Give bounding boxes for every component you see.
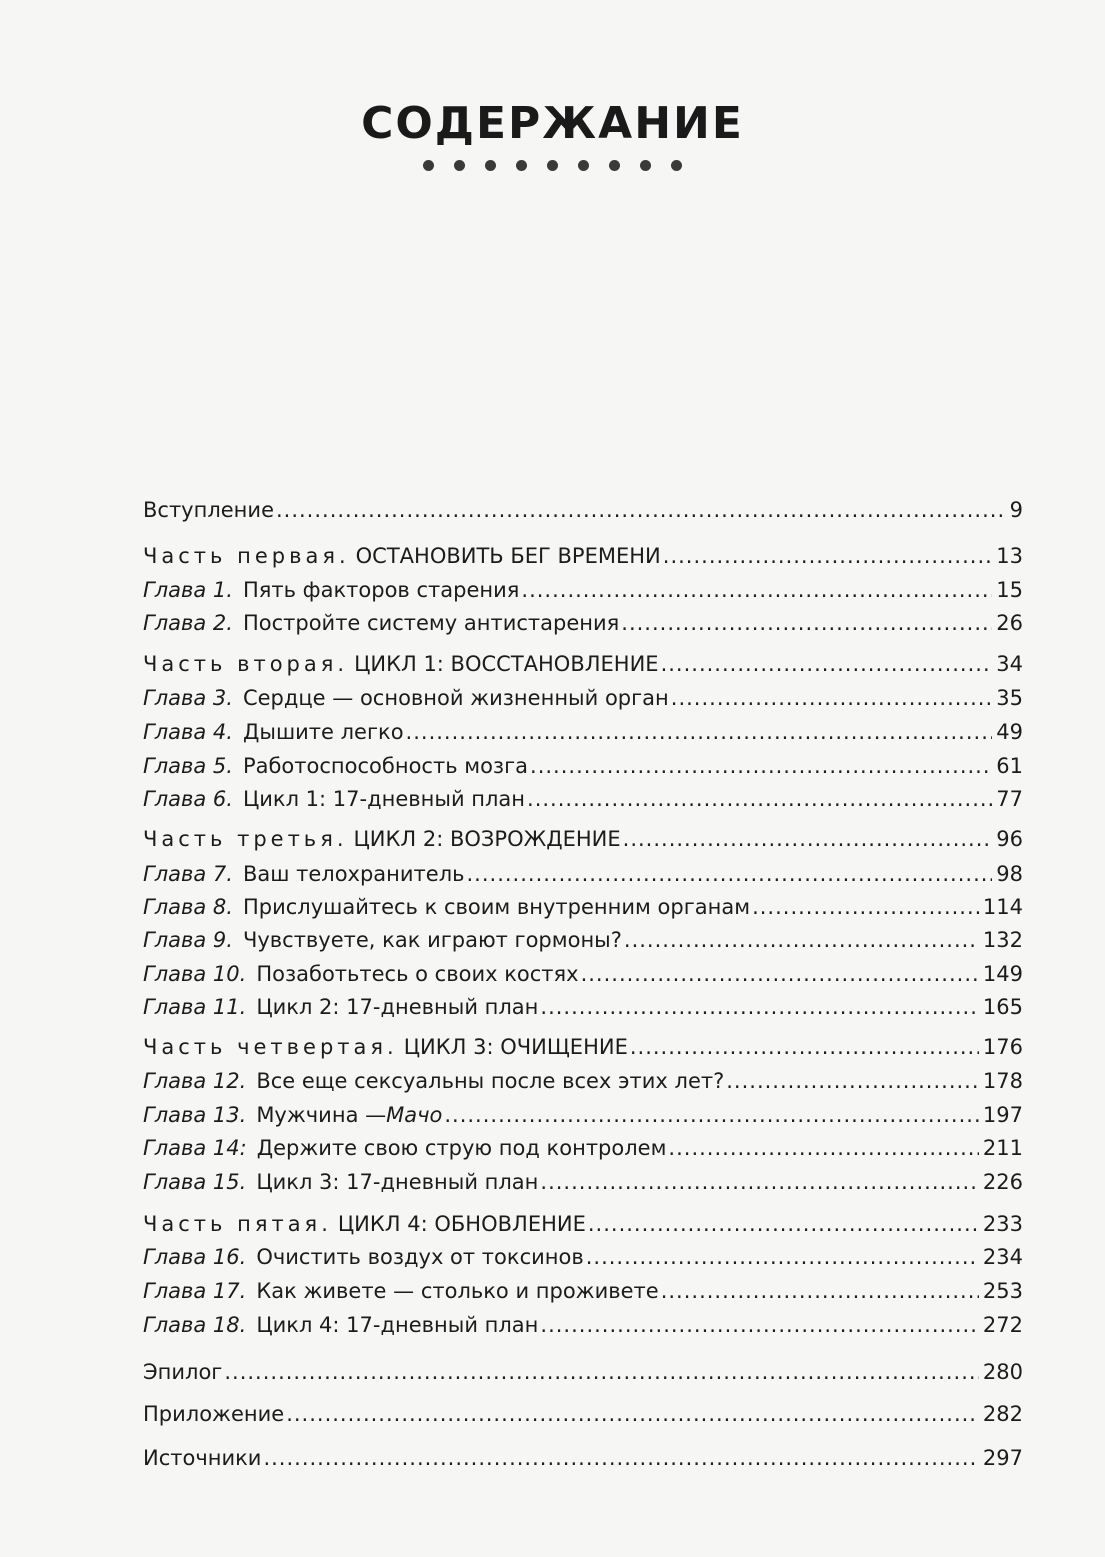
entry-title: ОСТАНОВИТЬ БЕГ ВРЕМЕНИ bbox=[355, 544, 661, 568]
page-number: 234 bbox=[982, 1245, 1023, 1269]
chapter-number: Глава 13. bbox=[143, 1103, 247, 1127]
dot-leader bbox=[286, 1400, 979, 1428]
dot-leader bbox=[661, 1277, 979, 1305]
ornament-dot bbox=[547, 160, 558, 171]
toc-entry-part bbox=[143, 650, 1023, 678]
dot-leader bbox=[263, 1444, 978, 1472]
toc-entry-chapter bbox=[143, 1243, 1023, 1271]
page-number: 197 bbox=[982, 1103, 1023, 1127]
page-number: 96 bbox=[996, 827, 1023, 851]
toc-entry-chapter bbox=[143, 926, 1023, 954]
chapter-number: Глава 8. bbox=[143, 895, 233, 919]
dot-leader bbox=[621, 609, 992, 637]
toc-entry-part bbox=[143, 542, 1023, 570]
page-number: 15 bbox=[996, 578, 1023, 602]
entry-title: Пять факторов старения bbox=[242, 578, 520, 602]
page-number: 297 bbox=[982, 1446, 1023, 1470]
toc-entry-chapter bbox=[143, 860, 1023, 888]
page-number: 178 bbox=[982, 1069, 1023, 1093]
entry-title-italic: Мачо bbox=[386, 1103, 443, 1127]
ornament-dot bbox=[516, 160, 527, 171]
toc-entry-part bbox=[143, 825, 1023, 853]
entry-title: ЦИКЛ 1: ВОССТАНОВЛЕНИЕ bbox=[354, 652, 659, 676]
toc-entry-chapter bbox=[143, 960, 1023, 988]
entry-title: Чувствуете, как играют гормоны? bbox=[242, 928, 622, 952]
ornament-dot bbox=[609, 160, 620, 171]
chapter-number: Глава 16. bbox=[143, 1245, 247, 1269]
entry-title: ЦИКЛ 4: ОБНОВЛЕНИЕ bbox=[337, 1212, 586, 1236]
entry-title: Цикл 2: 17-дневный план bbox=[256, 995, 539, 1019]
dot-leader bbox=[540, 1168, 979, 1196]
toc-entry-chapter bbox=[143, 1311, 1023, 1339]
page-number: 49 bbox=[996, 720, 1023, 744]
part-number: Часть первая. bbox=[143, 544, 350, 568]
toc-entry-chapter bbox=[143, 1101, 1023, 1129]
toc-entry-part bbox=[143, 1033, 1023, 1061]
chapter-number: Глава 10. bbox=[143, 962, 247, 986]
chapter-number: Глава 5. bbox=[143, 754, 233, 778]
entry-title: Цикл 4: 17-дневный план bbox=[256, 1313, 539, 1337]
page-number: 176 bbox=[982, 1035, 1023, 1059]
dot-leader bbox=[276, 496, 1006, 524]
part-number: Часть третья. bbox=[143, 827, 348, 851]
page-number: 233 bbox=[982, 1212, 1023, 1236]
entry-title: Ваш телохранитель bbox=[242, 862, 465, 886]
page-number: 35 bbox=[996, 686, 1023, 710]
chapter-number: Глава 14: bbox=[143, 1136, 247, 1160]
dot-leader bbox=[444, 1101, 979, 1129]
toc-entry-chapter bbox=[143, 785, 1023, 813]
toc-entry-chapter bbox=[143, 752, 1023, 780]
toc-entry-section bbox=[143, 1358, 1023, 1386]
dot-leader bbox=[530, 752, 992, 780]
chapter-number: Глава 3. bbox=[143, 686, 233, 710]
entry-title: Цикл 3: 17-дневный план bbox=[256, 1170, 539, 1194]
entry-title: Держите свою струю под контролем bbox=[256, 1136, 667, 1160]
chapter-number: Глава 15. bbox=[143, 1170, 247, 1194]
dot-leader bbox=[581, 960, 979, 988]
dot-leader bbox=[623, 825, 993, 853]
toc-entry-part bbox=[143, 1210, 1023, 1238]
entry-title: Позаботьтесь о своих костях bbox=[256, 962, 579, 986]
dot-leader bbox=[521, 576, 992, 604]
page-number: 282 bbox=[982, 1402, 1023, 1426]
page-number: 9 bbox=[1009, 498, 1023, 522]
entry-title: Сердце — основной жизненный орган bbox=[242, 686, 669, 710]
ornament-dot bbox=[423, 160, 434, 171]
page-number: 114 bbox=[982, 895, 1023, 919]
dot-leader bbox=[726, 1067, 979, 1095]
dot-leader bbox=[467, 860, 993, 888]
ornament-dot bbox=[640, 160, 651, 171]
part-number: Часть четвертая. bbox=[143, 1035, 398, 1059]
chapter-number: Глава 1. bbox=[143, 578, 233, 602]
entry-title: Работоспособность мозга bbox=[242, 754, 529, 778]
toc-entry-chapter bbox=[143, 609, 1023, 637]
entry-title: Источники bbox=[143, 1446, 262, 1470]
chapter-number: Глава 4. bbox=[143, 720, 233, 744]
entry-title: Прислушайтесь к своим внутренним органам bbox=[242, 895, 751, 919]
page-number: 211 bbox=[982, 1136, 1023, 1160]
toc-entry-section bbox=[143, 1400, 1023, 1428]
title-ornament bbox=[0, 160, 1105, 171]
entry-title: Очистить воздух от токсинов bbox=[256, 1245, 584, 1269]
chapter-number: Глава 7. bbox=[143, 862, 233, 886]
dot-leader bbox=[540, 1311, 979, 1339]
entry-title: Мужчина — bbox=[256, 1103, 387, 1127]
page-number: 149 bbox=[982, 962, 1023, 986]
page-title: СОДЕРЖАНИЕ bbox=[361, 98, 744, 149]
dot-leader bbox=[624, 926, 979, 954]
page-number: 253 bbox=[982, 1279, 1023, 1303]
toc-entry-chapter bbox=[143, 1134, 1023, 1162]
page-number: 132 bbox=[982, 928, 1023, 952]
dot-leader bbox=[661, 650, 993, 678]
dot-leader bbox=[588, 1210, 979, 1238]
entry-title: Цикл 1: 17-дневный план bbox=[242, 787, 526, 811]
entry-title: Приложение bbox=[143, 1402, 285, 1426]
toc-entry-chapter bbox=[143, 893, 1023, 921]
entry-title: Все еще сексуальны после всех этих лет? bbox=[256, 1069, 725, 1093]
entry-title: Как живете — столько и проживете bbox=[256, 1279, 659, 1303]
entry-title: Дышите легко bbox=[242, 720, 404, 744]
ornament-dot bbox=[578, 160, 589, 171]
dot-leader bbox=[668, 1134, 978, 1162]
page-number: 280 bbox=[982, 1360, 1023, 1384]
chapter-number: Глава 12. bbox=[143, 1069, 247, 1093]
dot-leader bbox=[752, 893, 979, 921]
page-number: 61 bbox=[996, 754, 1023, 778]
entry-title: Постройте систему антистарения bbox=[242, 611, 620, 635]
entry-title: Вступление bbox=[143, 498, 274, 522]
dot-leader bbox=[663, 542, 993, 570]
page-number: 98 bbox=[996, 862, 1023, 886]
toc-entry-section bbox=[143, 496, 1023, 524]
dot-leader bbox=[630, 1033, 979, 1061]
ornament-dot bbox=[671, 160, 682, 171]
chapter-number: Глава 11. bbox=[143, 995, 247, 1019]
toc-entry-chapter bbox=[143, 1067, 1023, 1095]
entry-title: Эпилог bbox=[143, 1360, 223, 1384]
page-number: 272 bbox=[982, 1313, 1023, 1337]
chapter-number: Глава 9. bbox=[143, 928, 233, 952]
chapter-number: Глава 6. bbox=[143, 787, 233, 811]
page-number: 77 bbox=[996, 787, 1023, 811]
dot-leader bbox=[406, 718, 993, 746]
toc-entry-chapter bbox=[143, 576, 1023, 604]
dot-leader bbox=[224, 1358, 979, 1386]
ornament-dot bbox=[454, 160, 465, 171]
page-number: 13 bbox=[996, 544, 1023, 568]
page-number: 165 bbox=[982, 995, 1023, 1019]
dot-leader bbox=[671, 684, 993, 712]
page-number: 34 bbox=[996, 652, 1023, 676]
toc-entry-section bbox=[143, 1444, 1023, 1472]
toc-entry-chapter bbox=[143, 684, 1023, 712]
dot-leader bbox=[527, 785, 992, 813]
chapter-number: Глава 18. bbox=[143, 1313, 247, 1337]
chapter-number: Глава 2. bbox=[143, 611, 233, 635]
entry-title: ЦИКЛ 2: ВОЗРОЖДЕНИЕ bbox=[353, 827, 621, 851]
page-number: 226 bbox=[982, 1170, 1023, 1194]
dot-leader bbox=[540, 993, 979, 1021]
chapter-number: Глава 17. bbox=[143, 1279, 247, 1303]
toc-entry-chapter bbox=[143, 1277, 1023, 1305]
page-number: 26 bbox=[996, 611, 1023, 635]
toc-entry-chapter bbox=[143, 993, 1023, 1021]
ornament-dot bbox=[485, 160, 496, 171]
toc-entry-chapter bbox=[143, 1168, 1023, 1196]
toc-entry-chapter bbox=[143, 718, 1023, 746]
entry-title: ЦИКЛ 3: ОЧИЩЕНИЕ bbox=[403, 1035, 628, 1059]
part-number: Часть вторая. bbox=[143, 652, 349, 676]
part-number: Часть пятая. bbox=[143, 1212, 332, 1236]
dot-leader bbox=[586, 1243, 979, 1271]
